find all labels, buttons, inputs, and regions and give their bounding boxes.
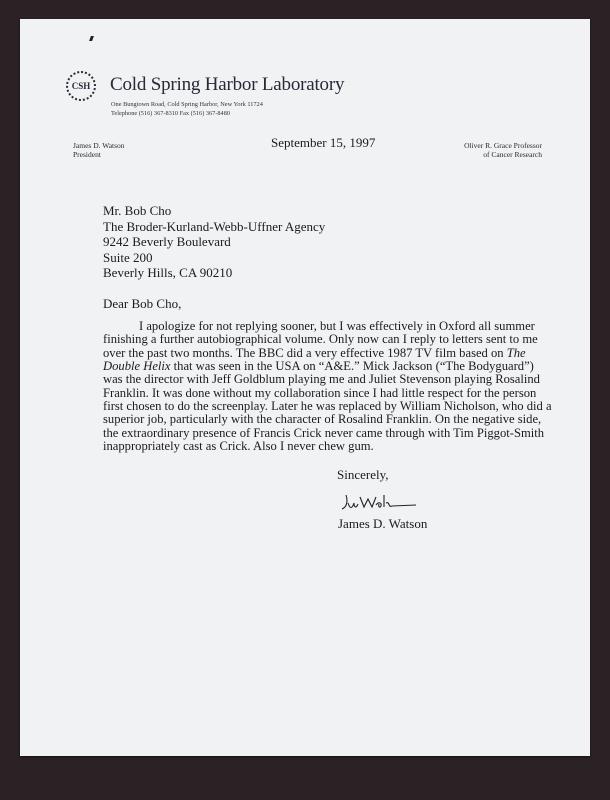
- body-line: [103, 359, 534, 374]
- letter-body: [103, 319, 552, 454]
- recipient-address: [103, 203, 325, 281]
- letterhead-phone: Telephone (516) 367-8310 Fax (516) 367-8480: [111, 110, 231, 117]
- professorship-block: [464, 141, 542, 159]
- sender-block: [73, 141, 125, 159]
- address-line: The Broder-Kurland-Webb-Uffner Agency: [103, 218, 326, 234]
- address-line: Beverly Hills, CA 90210: [103, 265, 233, 281]
- book-title: The: [506, 345, 526, 360]
- sender-name: James D. Watson: [73, 141, 125, 150]
- professorship-line-2: of Cancer Research: [483, 150, 542, 159]
- closing: Sincerely,: [337, 467, 389, 482]
- body-line: inappropriately cast as Crick. Also I never chew gum.: [103, 439, 374, 454]
- logo-text: CSH: [71, 81, 91, 91]
- address-line: 9242 Beverly Boulevard: [103, 234, 231, 250]
- body-text: over the past two months. The BBC did a very effective 1987 TV film based on: [103, 345, 507, 360]
- stray-mark: [89, 36, 94, 41]
- signer-name: James D. Watson: [338, 516, 428, 531]
- body-line: I apologize for not replying sooner, but I was effectively in Oxford all summer: [139, 319, 535, 333]
- salutation: Dear Bob Cho,: [103, 296, 182, 311]
- body-line: first chosen to do the screenplay. Later he was replaced by William Nicholson, who did a: [103, 399, 552, 414]
- professorship-line-1: Oliver R. Grace Professor: [464, 141, 542, 150]
- body-line: superior job, particularly with the character of Rosalind Franklin. On the negative side,: [103, 412, 542, 427]
- handwritten-signature: [338, 489, 418, 515]
- body-line: Franklin. It was done without my collaboration since I had little respect for the person: [103, 385, 537, 400]
- csh-logo: [66, 71, 96, 101]
- organization-name: Cold Spring Harbor Laboratory: [110, 74, 345, 95]
- letterhead-address: One Bungtown Road, Cold Spring Harbor, New York 11724: [111, 101, 263, 108]
- address-line: Mr. Bob Cho: [103, 203, 172, 218]
- book-title: Double Helix: [103, 359, 171, 374]
- body-line: was the director with Jeff Goldblum playing me and Juliet Stevenson playing Rosalind: [103, 372, 540, 387]
- address-line: Suite 200: [103, 249, 153, 265]
- letter-date: September 15, 1997: [271, 135, 376, 150]
- body-line: finishing a further autobiographical volume. Only now can I reply to letters sent to me: [103, 332, 538, 347]
- letter-page: [20, 19, 590, 756]
- body-line: the extraordinary presence of Francis Crick never came through with Tim Piggot-Smith: [103, 425, 545, 440]
- body-text: that was seen in the USA on “A&E.” Mick Jackson (“The Bodyguard”): [170, 359, 534, 374]
- sender-title: President: [73, 150, 101, 159]
- body-line: [103, 345, 526, 360]
